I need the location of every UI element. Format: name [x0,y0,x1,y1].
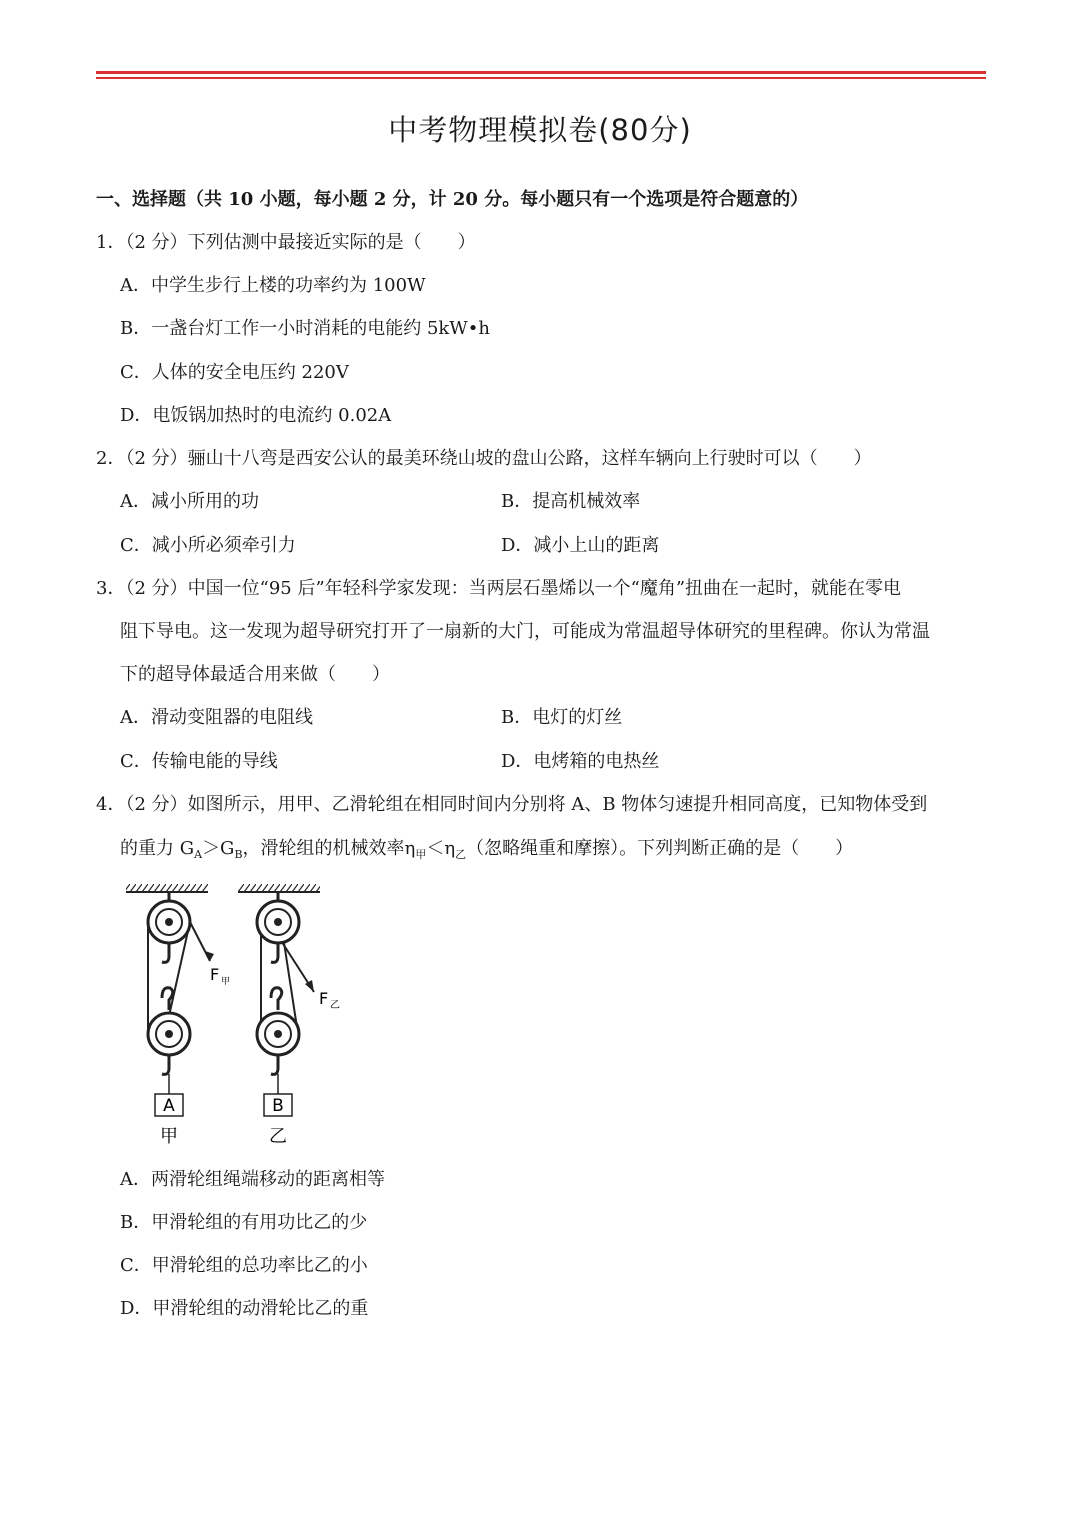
question-1-option-b: B．一盏台灯工作一小时消耗的电能约 5kW•h [120,318,491,339]
q4-sub-a: A [194,848,203,861]
page-title: 中考物理模拟卷(80分) [388,113,692,147]
question-3-option-d: D．电烤箱的电热丝 [501,751,660,772]
ceiling-hatch-jia [126,884,208,892]
section-heading: 一、选择题（共 10 小题，每小题 2 分，计 20 分。每小题只有一个选项是符合题意的） [96,189,809,210]
question-3-option-b: B．电灯的灯丝 [501,707,623,728]
force-label-yi: F [319,989,329,1008]
movable-hook-top-yi [271,988,282,1010]
pulley-system-jia [126,884,230,1147]
q4-text-1: 的重力 G [120,838,195,859]
question-2-stem: 2．（2 分）骊山十八弯是西安公认的最美环绕山坡的盘山公路，这样车辆向上行驶时可以（ ） [96,448,872,469]
block-b-label: B [272,1096,284,1116]
movable-hook-bottom-yi [271,1056,278,1074]
q4-sub-jia: 甲 [415,848,427,861]
question-2-option-d: D．减小上山的距离 [501,535,660,556]
question-2-option-a: A．减小所用的功 [120,491,259,512]
force-sub-yi: 乙 [330,1000,340,1011]
question-3-stem-line-2: 阻下导电。这一发现为超导研究打开了一扇新的大门，可能成为常温超导体研究的里程碑。你认为常温 [120,621,930,642]
question-4-stem-line-2 [120,838,854,861]
question-3-stem-line-3: 下的超导体最适合用来做（ ） [120,664,390,685]
q4-text-2: ＞G [202,838,235,859]
ceiling-hatch-yi [238,884,320,892]
question-2-option-c: C．减小所必须牵引力 [120,535,296,556]
pulley-diagram [118,876,348,1156]
header-rule-top [96,71,986,74]
question-1-option-c: C．人体的安全电压约 220V [120,362,349,383]
fixed-hook-yi [271,944,278,962]
q4-text-5: （忽略绳重和摩擦）。下列判断正确的是（ ） [466,838,854,859]
q4-text-3: ，滑轮组的机械效率η [242,838,416,859]
question-1-stem: 1．（2 分）下列估测中最接近实际的是（ ） [96,232,476,253]
question-3-stem-line-1: 3．（2 分）中国一位“95 后”年轻科学家发现：当两层石墨烯以一个“魔角”扭曲在一起时，就能在零电 [96,578,902,599]
force-label-jia: F [210,965,220,984]
question-4-stem-line-1: 4．（2 分）如图所示，用甲、乙滑轮组在相同时间内分别将 A、B 物体匀速提升相同高度，已知物体受到 [96,794,928,815]
q4-text-4: ＜η [426,838,456,859]
question-4-option-b: B．甲滑轮组的有用功比乙的少 [120,1212,368,1233]
q4-sub-yi: 乙 [455,848,467,861]
question-3-option-c: C．传输电能的导线 [120,751,278,772]
question-2-option-b: B．提高机械效率 [501,491,641,512]
question-1-option-d: D．电饭锅加热时的电流约 0.02A [120,405,392,426]
header-rule-bottom [96,77,986,79]
fixed-hook-jia [162,944,169,962]
question-1-option-a: A．中学生步行上楼的功率约为 100W [120,275,426,296]
caption-jia: 甲 [160,1126,178,1147]
q4-sub-b: B [234,848,243,861]
question-3-option-a: A．滑动变阻器的电阻线 [120,707,313,728]
question-4-option-a: A．两滑轮组绳端移动的距离相等 [120,1169,385,1190]
question-4-option-c: C．甲滑轮组的总功率比乙的小 [120,1255,368,1276]
caption-yi: 乙 [269,1126,287,1147]
question-4-option-d: D．甲滑轮组的动滑轮比乙的重 [120,1298,369,1319]
rope-jia-free [190,922,210,961]
force-sub-jia: 甲 [221,977,231,987]
pulley-system-yi [238,884,340,1147]
block-a-label: A [163,1096,175,1116]
movable-hook-bottom-jia [162,1056,169,1074]
